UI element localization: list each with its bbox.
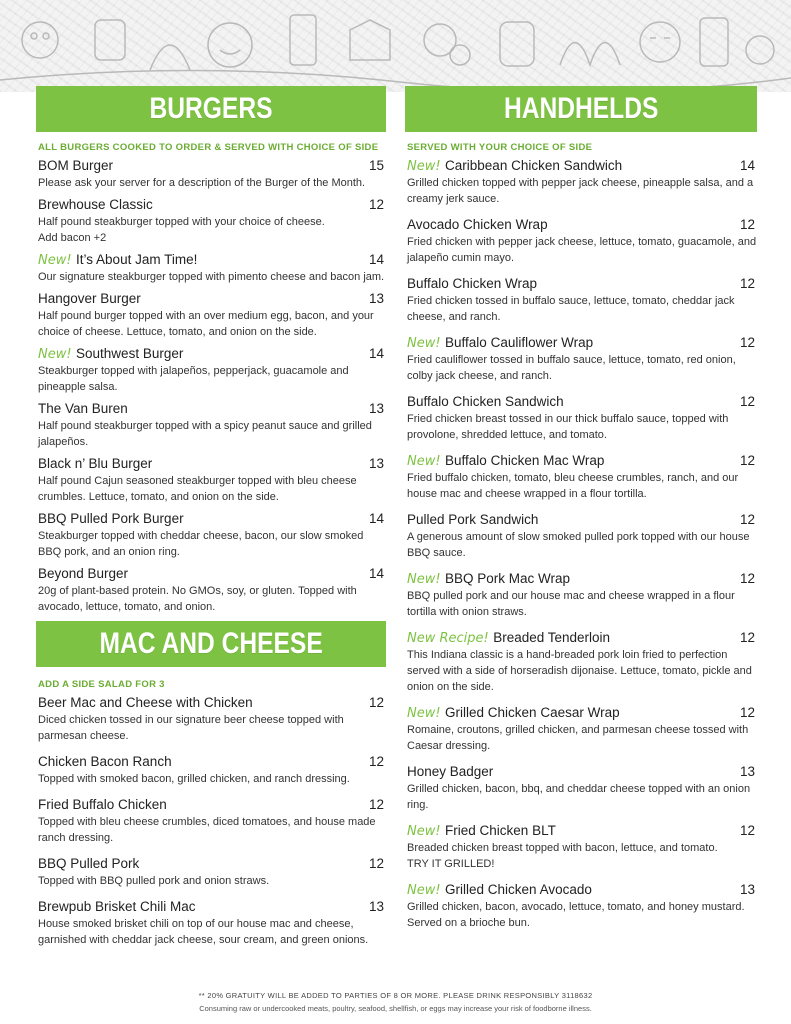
mac-title: MAC AND CHEESE	[99, 627, 323, 660]
menu-item-title	[38, 796, 167, 814]
menu-item-header	[407, 216, 757, 234]
menu-item	[38, 796, 386, 846]
menu-item-header	[407, 511, 757, 529]
menu-item-header	[38, 565, 386, 583]
menu-item	[407, 629, 757, 695]
menu-item-header	[38, 796, 386, 814]
menu-item-header	[407, 704, 757, 722]
menu-item-title	[38, 565, 128, 583]
menu-item-name: Hangover Burger	[38, 291, 141, 306]
menu-item-price: 12	[368, 695, 384, 710]
menu-item-name: Honey Badger	[407, 764, 494, 779]
menu-item-title	[38, 157, 113, 175]
menu-item-title	[407, 704, 620, 722]
menu-item-header	[407, 452, 757, 470]
menu-item-description: Half pound burger topped with an over medium egg, bacon, and your choice of cheese. Lettuce, tomato, and onion on the side.	[38, 310, 374, 338]
menu-item-title	[407, 629, 610, 647]
menu-item-name: It’s About Jam Time!	[76, 252, 198, 267]
menu-item-price: 12	[368, 856, 384, 871]
menu-item-description: Fried chicken with pepper jack cheese, lettuce, tomato, guacamole, and jalapeño cumin mayo.	[407, 236, 757, 264]
menu-item	[38, 565, 386, 615]
menu-item-name: Brewhouse Classic	[38, 197, 153, 212]
footer-gratuity: ** 20% GRATUITY WILL BE ADDED TO PARTIES OF 8 OR MORE. PLEASE DRINK RESPONSIBLY 3118632	[198, 991, 593, 1000]
doodle-illustration	[0, 0, 791, 92]
menu-item-price: 12	[368, 197, 384, 212]
menu-item-price: 14	[739, 158, 755, 173]
menu-item-description: Half pound steakburger topped with your choice of cheese.	[38, 216, 325, 228]
menu-item	[38, 290, 386, 340]
menu-item-price: 12	[739, 705, 755, 720]
menu-item-title	[407, 275, 537, 293]
menu-item-description: Grilled chicken, bacon, bbq, and cheddar cheese topped with an onion ring.	[407, 783, 751, 811]
footer-disclaimer: Consuming raw or undercooked meats, poultry, seafood, shellfish, or eggs may increase your risk of foodborne illness.	[199, 1004, 592, 1013]
menu-item-description: Half pound steakburger topped with a spicy peanut sauce and grilled jalapeños.	[38, 420, 372, 448]
menu-item-header	[407, 822, 757, 840]
menu-item	[407, 157, 757, 207]
menu-item-name: Avocado Chicken Wrap	[407, 217, 548, 232]
menu-item-header	[407, 393, 757, 411]
menu-item-title	[38, 251, 197, 269]
menu-item-price: 14	[368, 252, 384, 267]
menu-item	[38, 455, 386, 505]
menu-item-header	[38, 855, 386, 873]
new-badge: New!	[407, 824, 441, 839]
menu-item-name: Beyond Burger	[38, 566, 129, 581]
menu-item-header	[407, 334, 757, 352]
menu-item-price: 13	[739, 764, 755, 779]
menu-item-extra: Add bacon +2	[38, 232, 107, 244]
menu-item-header	[38, 455, 386, 473]
menu-item-price: 14	[368, 346, 384, 361]
menu-item-price: 12	[739, 571, 755, 586]
new-badge: New!	[38, 347, 72, 362]
burgers-note: ALL BURGERS COOKED TO ORDER & SERVED WITH CHOICE OF SIDE	[38, 142, 379, 153]
menu-item-name: Chicken Bacon Ranch	[38, 754, 172, 769]
menu-item-name: Fried Buffalo Chicken	[38, 797, 167, 812]
menu-item	[407, 393, 757, 443]
menu-item	[38, 157, 386, 191]
menu-item-name: Black n’ Blu Burger	[38, 456, 153, 471]
menu-item-name: Beer Mac and Cheese with Chicken	[38, 695, 253, 710]
menu-item	[38, 855, 386, 889]
burgers-title: BURGERS	[149, 92, 273, 125]
menu-item-header	[407, 629, 757, 647]
menu-item-title	[38, 455, 152, 473]
menu-item-description: Fried chicken tossed in buffalo sauce, lettuce, tomato, cheddar jack cheese, and ranch.	[407, 295, 735, 323]
menu-item-price: 12	[368, 754, 384, 769]
menu-item-description: Topped with bleu cheese crumbles, diced tomatoes, and house made ranch dressing.	[38, 816, 376, 844]
menu-item	[38, 196, 386, 246]
menu-item	[407, 511, 757, 561]
menu-item	[407, 822, 757, 872]
menu-item-header	[407, 763, 757, 781]
menu-item-title	[38, 510, 184, 528]
menu-item	[38, 251, 386, 285]
menu-item-description: Steakburger topped with jalapeños, pepperjack, guacamole and pineapple salsa.	[38, 365, 349, 393]
menu-item-price: 12	[739, 453, 755, 468]
menu-item-title	[38, 694, 253, 712]
menu-item-title	[407, 822, 556, 840]
menu-item-header	[407, 570, 757, 588]
menu-item-name: Fried Chicken BLT	[445, 823, 556, 838]
menu-item-description: Half pound Cajun seasoned steakburger topped with bleu cheese crumbles. Lettuce, tomato, and onion on the side.	[38, 475, 357, 503]
menu-item-title	[407, 570, 570, 588]
menu-item-description: Fried buffalo chicken, tomato, bleu cheese crumbles, ranch, and our house mac and cheese wrapped in a flour tortilla.	[407, 472, 739, 500]
menu-item-name: Buffalo Chicken Sandwich	[407, 394, 564, 409]
menu-item-price: 12	[739, 394, 755, 409]
menu-item	[38, 510, 386, 560]
menu-item-description: Topped with smoked bacon, grilled chicken, and ranch dressing.	[38, 773, 350, 785]
menu-item-name: Brewpub Brisket Chili Mac	[38, 899, 196, 914]
menu-item-price: 13	[368, 456, 384, 471]
handhelds-title: HANDHELDS	[503, 92, 659, 125]
menu-item-name: Grilled Chicken Avocado	[445, 882, 592, 897]
menu-item	[38, 898, 386, 948]
left-column	[36, 86, 386, 957]
menu-item-price: 12	[739, 276, 755, 291]
mac-list	[36, 694, 386, 948]
menu-item	[407, 704, 757, 754]
menu-item-price: 13	[368, 899, 384, 914]
menu-item-price: 13	[368, 291, 384, 306]
menu-item-title	[38, 855, 139, 873]
handhelds-note: SERVED WITH YOUR CHOICE OF SIDE	[407, 142, 593, 153]
menu-item-name: The Van Buren	[38, 401, 128, 416]
burgers-list	[36, 157, 386, 615]
menu-item-price: 14	[368, 566, 384, 581]
menu-item-description: Topped with BBQ pulled pork and onion straws.	[38, 875, 270, 887]
menu-item-description: Steakburger topped with cheddar cheese, bacon, our slow smoked BBQ pork, and an onion ring.	[38, 530, 364, 558]
menu-item-name: BBQ Pork Mac Wrap	[445, 571, 571, 586]
menu-item	[38, 694, 386, 744]
menu-item-header	[38, 898, 386, 916]
menu-item-title	[38, 400, 128, 418]
mac-banner	[36, 621, 386, 667]
menu-item-name: Buffalo Chicken Mac Wrap	[445, 453, 605, 468]
new-badge: New!	[407, 883, 441, 898]
menu-item-name: Breaded Tenderloin	[493, 630, 611, 645]
menu-item-price: 12	[739, 512, 755, 527]
menu-item-title	[407, 157, 622, 175]
menu-item	[407, 881, 757, 931]
menu-item-name: Pulled Pork Sandwich	[407, 512, 539, 527]
menu-item-title	[407, 393, 564, 411]
menu-item-description: Breaded chicken breast topped with bacon, lettuce, and tomato.	[407, 842, 718, 854]
menu-item-description: Fried chicken breast tossed in our thick buffalo sauce, topped with provolone, shredded lettuce, and tomato.	[407, 413, 729, 441]
menu-item-name: BBQ Pulled Pork	[38, 856, 140, 871]
menu-item-description: Our signature steakburger topped with pimento cheese and bacon jam.	[38, 271, 385, 283]
menu-item-header	[38, 196, 386, 214]
new-badge: New Recipe!	[407, 631, 489, 646]
menu-item-title	[407, 334, 593, 352]
menu-item-price: 13	[368, 401, 384, 416]
mac-note: ADD A SIDE SALAD FOR 3	[38, 679, 165, 690]
menu-item-name: Caribbean Chicken Sandwich	[445, 158, 623, 173]
menu-item-title	[407, 452, 604, 470]
menu-item-header	[38, 753, 386, 771]
menu-item-title	[38, 345, 183, 363]
menu-item-title	[38, 898, 196, 916]
menu-item-price: 12	[739, 217, 755, 232]
menu-item-description: Grilled chicken, bacon, avocado, lettuce, tomato, and honey mustard. Served on a brioche bun.	[407, 901, 745, 929]
menu-item-header	[407, 157, 757, 175]
menu-item-name: BOM Burger	[38, 158, 114, 173]
menu-item-description: This Indiana classic is a hand-breaded pork loin fried to perfection served with a side of horseradish dijonaise. Lettuce, tomato, pickle and onion on the side.	[407, 649, 752, 693]
menu-item-name: Southwest Burger	[76, 346, 184, 361]
menu-item	[407, 334, 757, 384]
menu-item-header	[38, 400, 386, 418]
menu-item-description: Grilled chicken topped with pepper jack cheese, pineapple salsa, and a creamy jerk sauce.	[407, 177, 754, 205]
menu-item-name: Buffalo Chicken Wrap	[407, 276, 538, 291]
menu-item-header	[407, 881, 757, 899]
menu-item-title	[407, 763, 493, 781]
menu-item-description: Romaine, croutons, grilled chicken, and parmesan cheese tossed with Caesar dressing.	[407, 724, 749, 752]
menu-item	[407, 216, 757, 266]
menu-item-header	[38, 290, 386, 308]
menu-item-header	[407, 275, 757, 293]
new-badge: New!	[407, 336, 441, 351]
menu-item-name: Grilled Chicken Caesar Wrap	[445, 705, 620, 720]
menu-item-price: 12	[368, 797, 384, 812]
menu-item-title	[38, 290, 141, 308]
new-badge: New!	[407, 572, 441, 587]
menu-item	[38, 753, 386, 787]
menu-item-header	[38, 694, 386, 712]
handhelds-list	[405, 157, 757, 931]
menu-item-price: 13	[739, 882, 755, 897]
menu-item	[38, 345, 386, 395]
menu-item-title	[407, 881, 592, 899]
menu-item-description: BBQ pulled pork and our house mac and cheese wrapped in a flour tortilla with onion straws.	[407, 590, 735, 618]
right-column	[405, 86, 757, 940]
menu-item-description: A generous amount of slow smoked pulled pork topped with our house BBQ sauce.	[407, 531, 750, 559]
menu-item-header	[38, 345, 386, 363]
menu-item-extra: TRY IT GRILLED!	[407, 858, 495, 870]
doodle-header-art	[0, 0, 791, 92]
menu-item-title	[38, 196, 153, 214]
menu-item-title	[38, 753, 172, 771]
new-badge: New!	[38, 253, 72, 268]
burgers-banner	[36, 86, 386, 132]
menu-item	[38, 400, 386, 450]
handhelds-banner	[405, 86, 757, 132]
menu-item	[407, 452, 757, 502]
menu-item-name: Buffalo Cauliflower Wrap	[445, 335, 594, 350]
menu-item-price: 12	[739, 630, 755, 645]
menu-item-description: 20g of plant-based protein. No GMOs, soy, or gluten. Topped with avocado, lettuce, tomato, and onion.	[38, 585, 357, 613]
menu-item-header	[38, 510, 386, 528]
menu-item-price: 14	[368, 511, 384, 526]
menu-item-name: BBQ Pulled Pork Burger	[38, 511, 184, 526]
menu-item	[407, 763, 757, 813]
menu-item-price: 12	[739, 823, 755, 838]
menu-item	[407, 275, 757, 325]
menu-item-description: Please ask your server for a description of the Burger of the Month.	[38, 177, 366, 189]
new-badge: New!	[407, 706, 441, 721]
menu-item-header	[38, 157, 386, 175]
menu-item-price: 15	[368, 158, 384, 173]
menu-item-description: Diced chicken tossed in our signature beer cheese topped with parmesan cheese.	[38, 714, 344, 742]
menu-item-description: House smoked brisket chili on top of our house mac and cheese, garnished with cheddar jack cheese, sour cream, and green onions.	[38, 918, 369, 946]
menu-item-title	[407, 511, 538, 529]
menu-item-price: 12	[739, 335, 755, 350]
menu-item-description: Fried cauliflower tossed in buffalo sauce, lettuce, tomato, red onion, colby jack cheese, and ranch.	[407, 354, 736, 382]
new-badge: New!	[407, 159, 441, 174]
menu-item	[407, 570, 757, 620]
menu-item-title	[407, 216, 548, 234]
new-badge: New!	[407, 454, 441, 469]
menu-item-header	[38, 251, 386, 269]
